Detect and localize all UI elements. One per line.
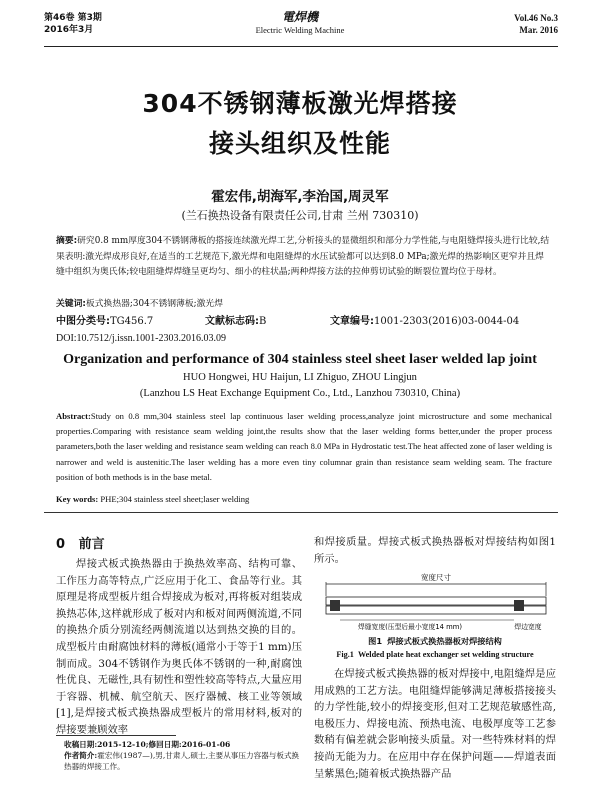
author-bio bbox=[64, 750, 304, 772]
header-rule bbox=[44, 46, 558, 47]
body-left-column: 焊接式板式换热器由于换热效率高、结构可靠、工作压力高等特点,广泛应用于化工、食品等行业。其原理是将成型板片组合焊接成为板对,再将板对组装成换热芯体,这样就形成了板对内和板对间两侧流道,不同的换热介质分别流经两侧流道以达到热交换的目的。成型板片由耐腐蚀材料的薄板(通常小于等于1 mm)压制而成。304不锈钢作为奥氏体不锈钢的一种,耐腐蚀性优良、无磁性,具有韧性和塑性较高等特点,大量应用于容器、机械、航空航天、医疗器械、核工业等领域[1],是焊接式板式换热器成型板片的常用材料,板对的焊接要兼顾效率 bbox=[56, 558, 302, 736]
authors-en: HUO Hongwei, HU Haijun, LI Zhiguo, ZHOU Lingjun bbox=[183, 372, 417, 383]
doc-code bbox=[205, 314, 266, 329]
abstract-cn-text: 研究0.8 mm厚度304不锈钢薄板的搭接连续激光焊工艺,分析接头的显微组织和部分力学性能,与电阻缝焊接头进行比较,结果表明:激光焊成形良好,在适当的工艺规范下,激光焊和电阻缝焊的水压试验都可以达到8.0 MPa;激光焊的热影响区更窄并且焊缝中组织为奥氏体;较电阻缝焊焊缝呈更均匀、细小的柱状晶;两种焊接方法的拉伸剪切试验的断裂位置均位于母材。 bbox=[56, 236, 550, 277]
article-label: 文章编号: bbox=[330, 316, 374, 327]
authors-cn: 霍宏伟,胡海军,李治国,周灵军 bbox=[211, 189, 389, 205]
figure-caption-cn bbox=[314, 634, 556, 648]
keywords-en-text: PHE;304 stainless steel sheet;laser welding bbox=[100, 494, 250, 504]
abstract-en-text: Study on 0.8 mm,304 stainless steel lap continuous laser welding process,analyze joint microstructure and some mechanical properties.Comparing with resistance seam welding joint,the results show that the laser welding forms better,under the proper process parameters,both the laser welding and resistance seam welding can reach 8.0 MPa in Hydrostatic test.The heat affected zone of laser welding is narrower and weld is austenitic.The laser welding has a more even tiny columnar grain than resistance seam welding seam. The fracture position of both methods is in the base metal. bbox=[56, 411, 552, 482]
volume-issue-cn: 第46卷 第3期 bbox=[44, 13, 102, 23]
journal-header bbox=[0, 10, 600, 36]
plate-top bbox=[326, 597, 546, 605]
abstract-cn-label: 摘要: bbox=[56, 236, 78, 246]
journal-logo: 電焊機 bbox=[281, 10, 318, 24]
author-bio-label: 作者简介: bbox=[64, 751, 98, 760]
weld-left bbox=[330, 600, 340, 611]
section-heading bbox=[56, 537, 105, 553]
figure-caption-en bbox=[314, 648, 556, 662]
affiliation-cn: (兰石换热设备有限责任公司,甘肃 兰州 730310) bbox=[181, 209, 419, 222]
doi: DOI:10.7512/j.issn.1001-2303.2016.03.09 bbox=[56, 333, 226, 344]
footnote-rule bbox=[56, 735, 176, 736]
body-right-column: 在焊接式板式换热器的板对焊接中,电阻缝焊是应用成熟的工艺方法。电阻缝焊能够满足薄板搭接接头的力学性能,较小的焊接变形,但对工艺规范敏感性高,电极压力、焊接电流、预热电流、电极厚度等工艺参数稍有偏差就会影响接头质量。对一些特殊材料的焊接尚无能为力。在应用中存在保护问题——焊道表面呈紫黑色;随着板式换热器产品 bbox=[314, 668, 556, 780]
title-cn-line1: 304不锈钢薄板激光焊搭接 bbox=[142, 89, 458, 118]
doc-label: 文献标志码: bbox=[205, 316, 259, 327]
fig-num-cn: 图1 bbox=[368, 636, 383, 646]
figure-caption bbox=[314, 634, 556, 662]
weld-right bbox=[514, 600, 524, 611]
keywords-cn-text: 板式换热器;304不锈钢薄板;激光焊 bbox=[85, 299, 224, 309]
fig-inner-label: 焊缝宽度(压型后最小宽度14 mm) bbox=[357, 623, 463, 631]
abstract-en-label: Abstract: bbox=[56, 411, 91, 421]
author-bio-text: 霍宏伟(1987—),男,甘肃人,硕士,主要从事压力容器与板式换热器的焊接工作。 bbox=[64, 751, 300, 771]
clc-value: TG456.7 bbox=[110, 316, 154, 327]
fig-top-label: 宽度尺寸 bbox=[421, 573, 451, 582]
keywords-en bbox=[56, 492, 552, 506]
keywords-cn bbox=[56, 297, 552, 312]
date-en: Mar. 2016 bbox=[519, 25, 558, 35]
article-value: 1001-2303(2016)03-0044-04 bbox=[374, 316, 520, 327]
footnote bbox=[64, 739, 304, 772]
title-en: Organization and performance of 304 stainless steel sheet laser welded lap joint bbox=[63, 352, 537, 367]
fig-num-en: Fig.1 bbox=[336, 650, 354, 659]
doc-value: B bbox=[259, 316, 267, 327]
keywords-en-label: Key words: bbox=[56, 494, 99, 504]
date-cn: 2016年3月 bbox=[44, 25, 94, 35]
abstract-cn bbox=[56, 234, 552, 281]
section-title: 前言 bbox=[78, 537, 105, 552]
clc-label: 中图分类号: bbox=[56, 316, 110, 327]
header-volume-en bbox=[514, 12, 558, 36]
volume-issue-en: Vol.46 No.3 bbox=[514, 13, 558, 23]
affiliation-en: (Lanzhou LS Heat Exchange Equipment Co., Ltd., Lanzhou 730310, China) bbox=[139, 388, 461, 399]
fig-right-label: 焊边宽度 bbox=[514, 623, 542, 631]
figure-1 bbox=[318, 570, 554, 632]
plate-bottom bbox=[326, 606, 546, 614]
abstract-en bbox=[56, 409, 552, 485]
article-number bbox=[330, 314, 519, 329]
clc-number bbox=[56, 314, 153, 329]
body-right-intro: 和焊接质量。焊接式板式换热器板对焊接结构如图1所示。 bbox=[314, 536, 556, 565]
journal-name-en: Electric Welding Machine bbox=[255, 25, 345, 35]
keywords-cn-label: 关键词: bbox=[56, 299, 86, 309]
weld-structure-diagram bbox=[318, 570, 554, 632]
received-date: 收稿日期:2015-12-10;修回日期:2016-01-06 bbox=[64, 740, 231, 749]
section-number: 0 bbox=[56, 537, 66, 552]
title-cn-line2: 接头组织及性能 bbox=[208, 129, 391, 158]
fig-cap-cn: 焊接式板式换热器板对焊接结构 bbox=[387, 636, 502, 646]
fig-cap-en: Welded plate heat exchanger set welding structure bbox=[357, 650, 534, 659]
section-rule bbox=[44, 512, 558, 513]
